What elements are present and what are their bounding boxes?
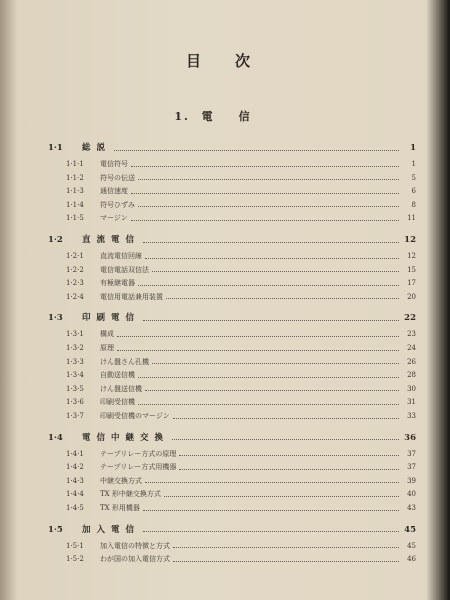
toc-section-row[interactable]: [48, 525, 416, 535]
dot-leader: [131, 165, 399, 167]
toc-subsection-row[interactable]: [66, 265, 416, 275]
toc-subsection-row[interactable]: [66, 370, 416, 380]
toc-entry-title: テープリレー方式の原理: [100, 449, 177, 458]
toc-entry-page: 24: [407, 344, 416, 352]
dot-leader: [179, 454, 399, 456]
toc-entry-title: 直流電信: [82, 235, 141, 245]
toc-subsection-row[interactable]: [66, 462, 416, 472]
toc-entry-title: 印刷受信機: [100, 398, 135, 407]
toc-subsection-row[interactable]: [66, 384, 416, 394]
toc-entry-title: わが国の加入電信方式: [100, 555, 170, 564]
toc-subsection-row[interactable]: [66, 329, 416, 339]
toc-entry-number: 1·3: [48, 313, 63, 324]
toc-subsection-row[interactable]: [66, 554, 416, 564]
toc-entry-page: 40: [407, 490, 416, 499]
toc-section-row[interactable]: [48, 433, 416, 443]
toc-entry-page: 45: [404, 524, 416, 535]
toc-entry-title: 中継交換方式: [100, 476, 142, 485]
page-edge-shadow: [426, 0, 450, 600]
dot-leader: [179, 468, 399, 470]
toc-entry-page: 30: [407, 384, 416, 393]
toc-entry-number: 1·4·5: [66, 504, 84, 512]
toc-entry-number: 1·4·4: [66, 490, 84, 499]
toc-section-row[interactable]: [48, 143, 416, 153]
toc-entry-page: 11: [407, 214, 416, 223]
toc-entry-number: 1·1·2: [66, 173, 84, 182]
toc-entry-number: 1·1·5: [66, 214, 84, 223]
dot-leader: [145, 257, 399, 259]
toc-entry-title: マージン: [100, 214, 128, 223]
toc-entry-number: 1·2: [48, 235, 63, 245]
toc-entry-page: 23: [407, 330, 416, 339]
toc-subsection-row[interactable]: [66, 159, 416, 169]
toc-entry-number: 1·3·1: [66, 330, 84, 339]
toc-entry-page: 1: [410, 143, 416, 153]
toc-entry-number: 1·2·4: [66, 292, 84, 301]
toc-entry-title: 電信電話双信法: [100, 265, 149, 274]
toc-entry-page: 20: [407, 292, 416, 301]
toc-entry-title: 自動送信機: [100, 371, 135, 380]
toc-entry-title: 印刷電信: [82, 313, 141, 324]
toc-entry-page: 12: [404, 235, 416, 245]
toc-entry-page: 8: [411, 200, 416, 209]
toc-entry-number: 1·5: [48, 524, 63, 535]
toc-subsection-row[interactable]: [66, 186, 416, 196]
chapter-number: 1.: [174, 110, 190, 123]
toc-entry-title: 符号の伝送: [100, 173, 135, 182]
toc-entry-page: 36: [404, 432, 416, 443]
dot-leader: [143, 241, 399, 243]
toc-entry-page: 6: [411, 187, 416, 196]
toc-entry-page: 45: [407, 541, 416, 550]
dot-leader: [143, 509, 399, 511]
toc-subsection-row[interactable]: [66, 200, 416, 210]
toc-entry-page: 15: [407, 265, 416, 274]
dot-leader: [166, 297, 399, 299]
dot-leader: [117, 335, 399, 337]
toc-entry-number: 1·1·3: [66, 187, 84, 196]
toc-entry-page: 28: [407, 371, 416, 380]
toc-entry-title: 総説: [82, 143, 112, 153]
toc-subsection-row[interactable]: [66, 213, 416, 223]
toc-section-row[interactable]: [48, 313, 416, 323]
toc-entry-title: 構成: [100, 330, 114, 339]
toc-subsection-row[interactable]: [66, 357, 416, 367]
dot-leader: [138, 178, 399, 180]
toc-entry-title: TX 形用機器: [100, 504, 140, 512]
toc-entry-number: 1·2·3: [66, 279, 84, 288]
toc-entry-title: 通信速度: [100, 187, 128, 196]
toc-entry-number: 1·4·3: [66, 476, 84, 485]
toc-entry-page: 22: [404, 313, 416, 324]
toc-entry-page: 46: [407, 555, 416, 564]
chapter-title: 電信: [201, 110, 276, 123]
dot-leader: [173, 417, 399, 419]
dot-leader: [114, 149, 399, 151]
toc-entry-number: 1·1: [48, 143, 63, 153]
dot-leader: [117, 349, 399, 351]
toc-entry-title: 電信中継交換: [82, 432, 170, 443]
toc-entry-title: 加入電信の特徴と方式: [100, 541, 170, 550]
dot-leader: [164, 495, 399, 497]
toc-entry-title: テープリレー方式用機器: [100, 463, 177, 472]
toc-entry-page: 39: [407, 476, 416, 485]
toc-entry-title: 直流電信回線: [100, 252, 142, 260]
toc-entry-number: 1·2·2: [66, 265, 84, 274]
toc-entry-number: 1·3·2: [66, 344, 84, 352]
toc-entry-number: 1·3·3: [66, 357, 84, 366]
toc-subsection-row[interactable]: [66, 449, 416, 459]
dot-leader: [145, 389, 399, 391]
toc-entry-number: 1·3·7: [66, 412, 84, 420]
page-title: 目次: [185, 52, 284, 70]
toc-entry-title: 加入電信: [82, 524, 141, 535]
toc-entry-page: 17: [407, 279, 416, 288]
dot-leader: [152, 270, 399, 272]
toc-entry-page: 43: [407, 504, 416, 512]
toc-entry-title: 原理: [100, 344, 114, 352]
toc-entry-number: 1·2·1: [66, 252, 84, 260]
toc-entry-title: けん盤さん孔機: [100, 357, 149, 366]
dot-leader: [138, 376, 399, 378]
dot-leader: [131, 192, 399, 194]
toc-entry-page: 12: [407, 252, 416, 260]
toc-entry-number: 1·4: [48, 432, 63, 443]
toc-entry-page: 33: [407, 412, 416, 420]
toc-subsection-row[interactable]: [66, 397, 416, 407]
toc-entry-number: 1·5·2: [66, 555, 84, 564]
toc-subsection-row[interactable]: [66, 173, 416, 183]
toc-entry-number: 1·4·2: [66, 463, 84, 472]
toc-entry-number: 1·1·4: [66, 200, 84, 209]
toc-subsection-row[interactable]: [66, 541, 416, 551]
dot-leader: [145, 481, 399, 483]
dot-leader: [172, 438, 399, 440]
toc-entry-number: 1·3·6: [66, 398, 84, 407]
toc-subsection-row[interactable]: [66, 503, 416, 513]
toc-subsection-row[interactable]: [66, 411, 416, 421]
toc-entry-number: 1·3·5: [66, 384, 84, 393]
dot-leader: [143, 319, 399, 321]
toc-entry-page: 5: [411, 173, 416, 182]
toc-entry-title: 有極継電器: [100, 279, 135, 288]
toc-entry-title: けん盤送信機: [100, 384, 142, 393]
toc-subsection-row[interactable]: [66, 278, 416, 288]
toc-entry-title: 電信符号: [100, 160, 128, 168]
toc-section-row[interactable]: [48, 235, 416, 245]
toc-entry-page: 31: [407, 398, 416, 407]
dot-leader: [138, 284, 399, 286]
toc-entry-page: 26: [407, 357, 416, 366]
toc-subsection-row[interactable]: [66, 343, 416, 353]
toc-entry-page: 37: [407, 463, 416, 472]
dot-leader: [143, 530, 399, 532]
dot-leader: [138, 205, 399, 207]
dot-leader: [152, 362, 399, 364]
toc-entry-number: 1·1·1: [66, 160, 84, 168]
toc-entry-title: TX 形中継交換方式: [100, 490, 161, 499]
toc-subsection-row[interactable]: [66, 292, 416, 302]
toc-entry-number: 1·4·1: [66, 449, 84, 458]
toc-entry-title: 電信用電話兼用装置: [100, 292, 163, 301]
toc-subsection-row[interactable]: [66, 476, 416, 486]
toc-entry-number: 1·3·4: [66, 371, 84, 380]
toc-entry-page: 37: [407, 449, 416, 458]
toc-subsection-row[interactable]: [66, 251, 416, 261]
dot-leader: [173, 560, 399, 562]
dot-leader: [173, 546, 399, 548]
toc-entry-title: 印刷受信機のマージン: [100, 412, 170, 420]
toc-entry-page: 1: [411, 160, 416, 168]
toc-entry-number: 1·5·1: [66, 541, 84, 550]
dot-leader: [131, 219, 399, 221]
toc-entry-title: 符号ひずみ: [100, 200, 135, 209]
dot-leader: [138, 403, 399, 405]
toc-subsection-row[interactable]: [66, 489, 416, 499]
